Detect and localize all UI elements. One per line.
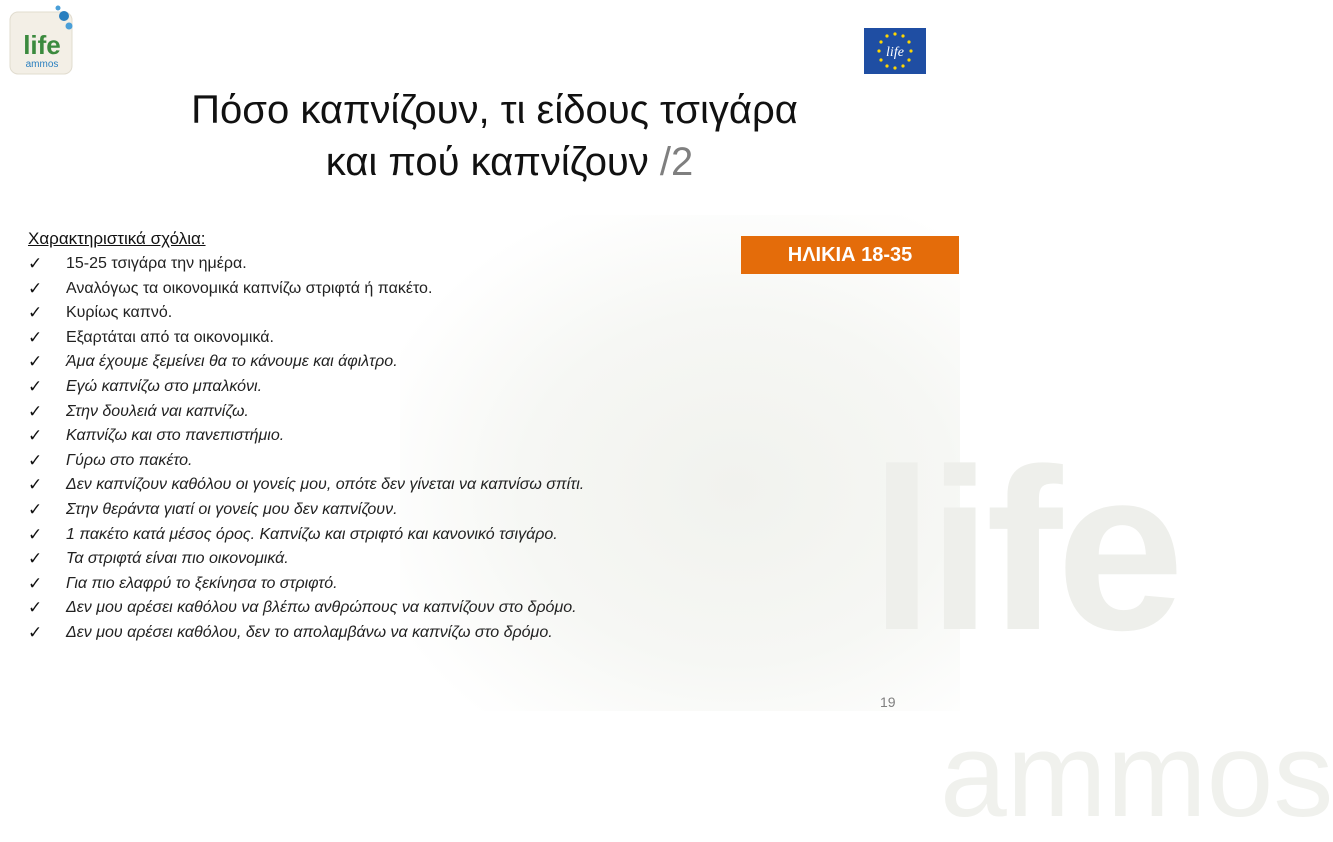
checkmark-icon: ✓	[28, 376, 43, 396]
comment-item	[28, 424, 728, 449]
comments-list	[28, 252, 728, 646]
comment-item	[28, 498, 728, 523]
checkmark-icon: ✓	[28, 426, 43, 446]
comments-heading: Χαρακτηριστικά σχόλια:	[28, 229, 206, 248]
checkmark-icon: ✓	[28, 549, 43, 569]
checkmark-icon: ✓	[28, 475, 43, 495]
comment-item	[28, 277, 728, 302]
comment-item	[28, 596, 728, 621]
comment-text: Αναλόγως τα οικονομικά καπνίζω στριφτά ή πακέτο.	[66, 279, 433, 297]
comment-text: Δεν μου αρέσει καθόλου να βλέπω ανθρώπους να καπνίζουν στο δρόμο.	[66, 599, 577, 617]
comment-item	[28, 523, 728, 548]
comment-item	[28, 350, 728, 375]
comment-item	[28, 621, 728, 646]
slide-title	[0, 84, 959, 188]
comment-item	[28, 400, 728, 425]
comment-text: Δεν μου αρέσει καθόλου, δεν το απολαμβάνω να καπνίζω στο δρόμο.	[66, 623, 553, 641]
checkmark-icon: ✓	[28, 254, 43, 273]
page-number: 19	[880, 694, 896, 710]
title-line-2	[0, 136, 959, 188]
checkmark-icon: ✓	[28, 598, 43, 618]
comment-text: Γύρω στο πακέτο.	[66, 451, 193, 469]
watermark-life-text: life	[870, 421, 1179, 678]
comment-text: Δεν καπνίζουν καθόλου οι γονείς μου, οπότε δεν γίνεται να καπνίσω σπίτι.	[66, 476, 585, 494]
comment-item	[28, 252, 728, 277]
life-ammos-logo	[6, 4, 78, 76]
eu-life-logo	[864, 28, 926, 74]
comment-text: Κυρίως καπνό.	[66, 304, 173, 322]
title-line-2-text: και πού καπνίζουν	[325, 140, 649, 184]
comment-text: Άμα έχουμε ξεμείνει θα το κάνουμε και άφιλτρο.	[66, 353, 398, 371]
comment-item	[28, 547, 728, 572]
comment-text: Εγώ καπνίζω στο μπαλκόνι.	[66, 377, 263, 395]
comment-text: Στην δουλειά ναι καπνίζω.	[66, 402, 249, 420]
checkmark-icon: ✓	[28, 303, 43, 323]
title-suffix: /2	[648, 140, 694, 184]
watermark-ammos-text: ammos	[940, 708, 1333, 842]
logo-life-text: life	[23, 30, 61, 60]
comment-text: 1 πακέτο κατά μέσος όρος. Καπνίζω και στριφτό και κανονικό τσιγάρο.	[66, 525, 558, 543]
checkmark-icon: ✓	[28, 524, 43, 544]
checkmark-icon: ✓	[28, 450, 43, 470]
checkmark-icon: ✓	[28, 278, 43, 298]
comment-item	[28, 375, 728, 400]
checkmark-icon: ✓	[28, 352, 43, 372]
comment-item	[28, 449, 728, 474]
eu-life-text: life	[886, 45, 904, 60]
comments-section	[28, 228, 728, 646]
comment-text: Τα στριφτά είναι πιο οικονομικά.	[66, 550, 289, 568]
comment-text: Για πιο ελαφρύ το ξεκίνησα το στριφτό.	[66, 574, 338, 592]
checkmark-icon: ✓	[28, 573, 43, 593]
comment-item	[28, 301, 728, 326]
checkmark-icon: ✓	[28, 327, 43, 347]
comment-text: Εξαρτάται από τα οικονομικά.	[66, 328, 274, 346]
comment-text: 15-25 τσιγάρα την ημέρα.	[66, 255, 247, 272]
logo-ammos-text: ammos	[25, 59, 59, 70]
comment-item	[28, 326, 728, 351]
comment-item	[28, 473, 728, 498]
comment-text: Στην θεράντα γιατί οι γονείς μου δεν καπνίζουν.	[66, 500, 398, 518]
checkmark-icon: ✓	[28, 499, 43, 519]
age-badge: ΗΛΙΚΙΑ 18-35	[741, 236, 959, 274]
title-line-1: Πόσο καπνίζουν, τι είδους τσιγάρα	[191, 88, 798, 132]
checkmark-icon: ✓	[28, 622, 43, 642]
comment-item	[28, 572, 728, 597]
checkmark-icon: ✓	[28, 401, 43, 421]
comment-text: Καπνίζω και στο πανεπιστήμιο.	[66, 427, 285, 445]
